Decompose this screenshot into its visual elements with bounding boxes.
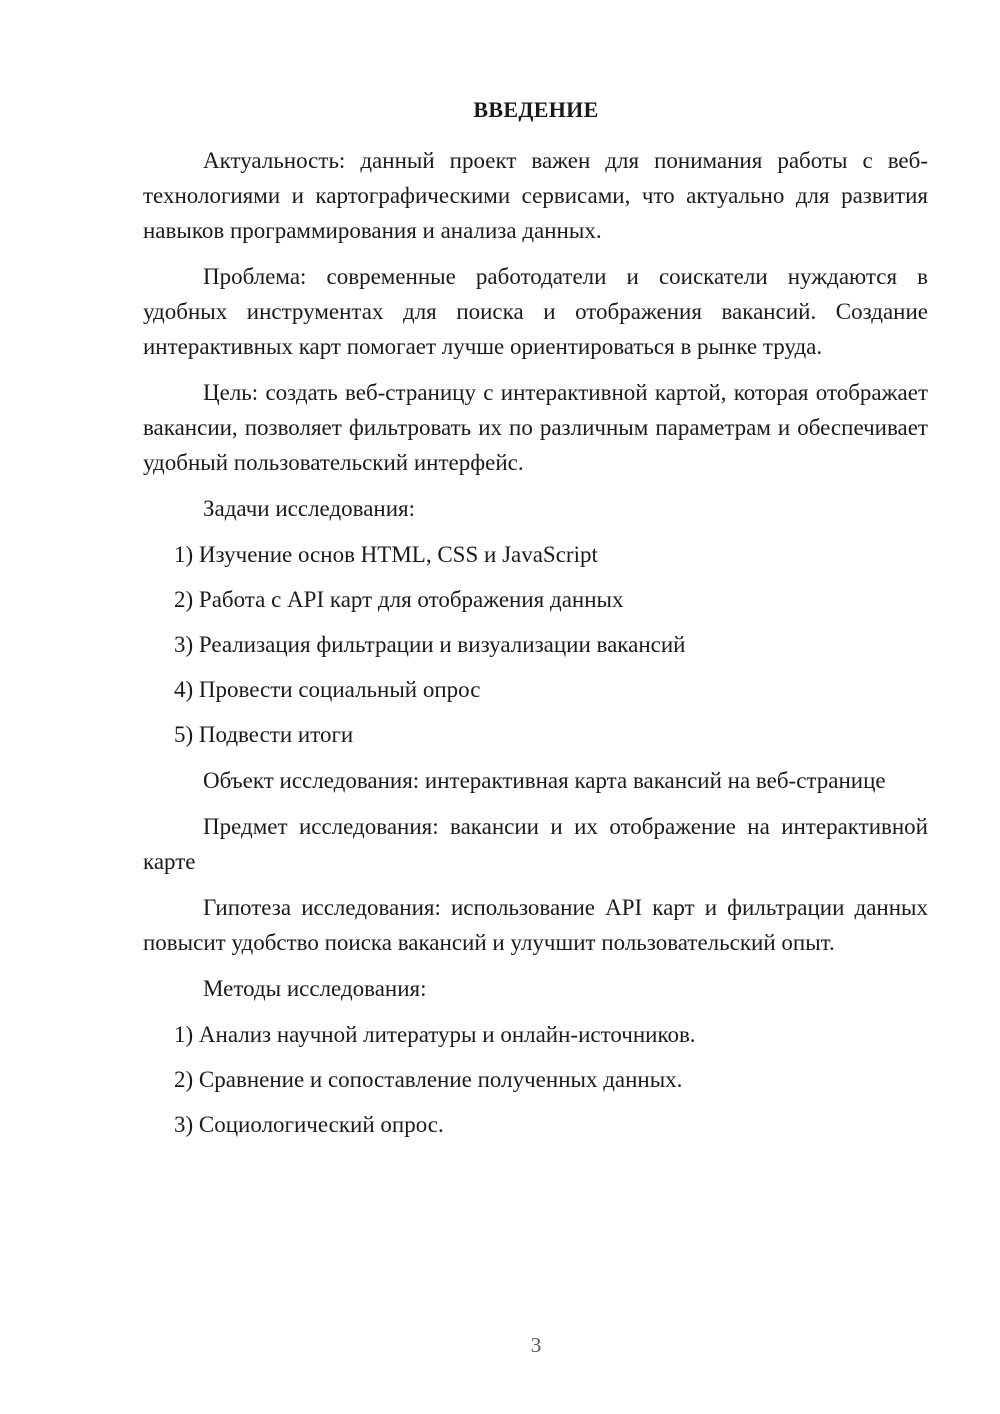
list-item: 1) Анализ научной литературы и онлайн-источников. — [174, 1022, 696, 1047]
list-item: 2) Сравнение и сопоставление полученных данных. — [174, 1067, 683, 1092]
list-item: 2) Работа с API карт для отображения данных — [174, 587, 624, 612]
page-number: 3 — [530, 1333, 542, 1357]
subject-paragraph: Предмет исследования: вакансии и их отображение на интерактивной карте — [143, 814, 928, 874]
list-item: 3) Реализация фильтрации и визуализации вакансий — [174, 632, 686, 657]
list-item: 5) Подвести итоги — [174, 722, 354, 747]
relevance-paragraph: Актуальность: данный проект важен для понимания работы с веб-технологиями и картографическими сервисами, что актуально для развития навыков программирования и анализа данных. — [143, 148, 928, 243]
list-item: 4) Провести социальный опрос — [174, 677, 481, 702]
list-item: 3) Социологический опрос. — [174, 1112, 444, 1137]
hypothesis-paragraph: Гипотеза исследования: использование API карт и фильтрации данных повысит удобство поиска вакансий и улучшит пользовательский опыт. — [143, 895, 928, 955]
document-body — [143, 143, 928, 1152]
object-paragraph: Объект исследования: интерактивная карта вакансий на веб-странице — [203, 768, 886, 793]
tasks-heading: Задачи исследования: — [203, 496, 416, 521]
methods-heading: Методы исследования: — [203, 976, 427, 1001]
goal-paragraph: Цель: создать веб-страницу с интерактивной картой, которая отображает вакансии, позволяет фильтровать их по различным параметрам и обеспечивает удобный пользовательский интерфейс. — [143, 380, 928, 475]
page-title: ВВЕДЕНИЕ — [473, 97, 599, 122]
list-item: 1) Изучение основ HTML, CSS и JavaScript — [174, 542, 598, 567]
problem-paragraph: Проблема: современные работодатели и соискатели нуждаются в удобных инструментах для поиска и отображения вакансий. Создание интерактивных карт помогает лучше ориентироваться в рынке труда. — [143, 264, 928, 359]
